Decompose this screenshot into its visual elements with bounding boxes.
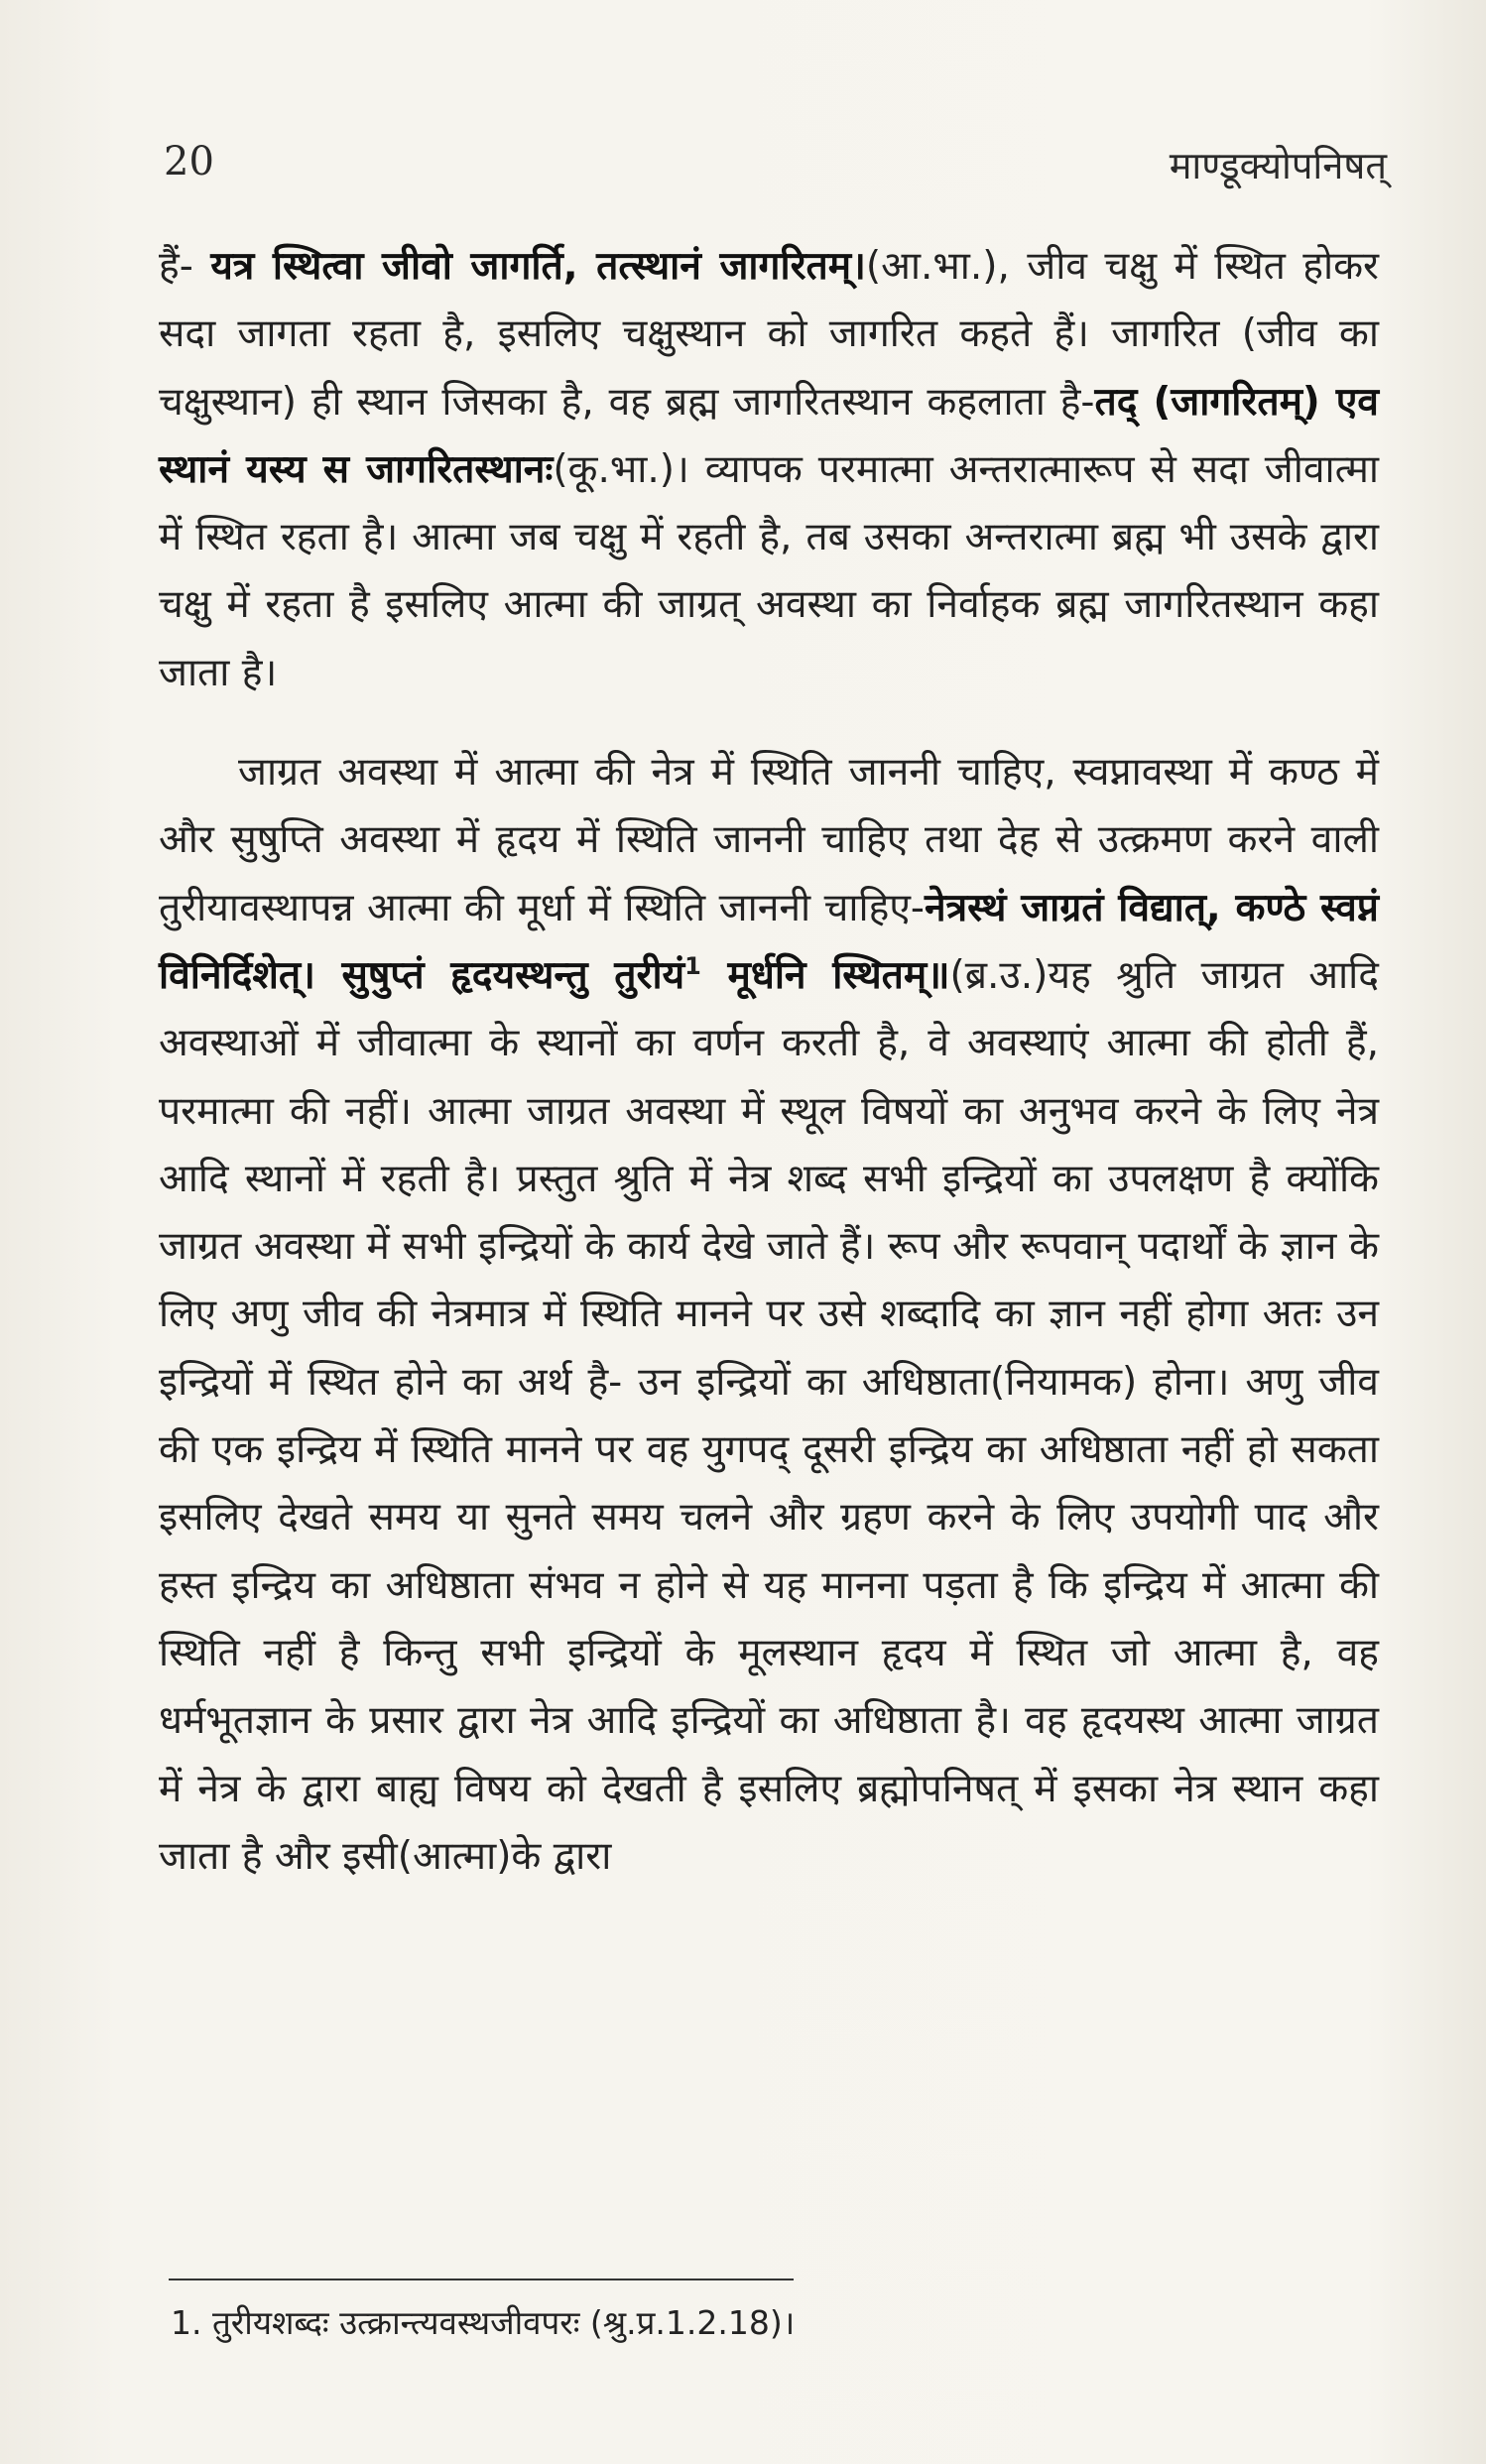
paragraph-2 [159, 739, 1379, 1891]
paragraph-1 [159, 233, 1379, 707]
footnote-reference[interactable]: 1 [684, 951, 701, 980]
paragraph-1-text-a: हैं- [159, 244, 211, 289]
footnote-divider [169, 2279, 794, 2280]
paragraph-1-text-b: (आ.भा.), जीव चक्षु में स्थित होकर सदा जागता रहता है, इसलिए चक्षुस्थान को जागरित कहते हैं। जागरित (जीव का चक्षुस्थान) ही स्थान जिसका है, वह ब्रह्म जागरितस्थान कहलाता है- [159, 244, 1379, 425]
quote-ku-bha: तद् (जागरितम्) एव स्थानं यस्य स जागरितस्थानः [159, 379, 1379, 492]
running-title: माण्डूक्योपनिषत् [1169, 144, 1387, 187]
paragraph-1-text-c: (कू.भा.)। व्यापक परमात्मा अन्तरात्मारूप से सदा जीवात्मा में स्थित रहता है। आत्मा जब चक्षु में रहती है, तब उसका अन्तरात्मा ब्रह्म भी उसके द्वारा चक्षु में रहता है इसलिए आत्मा की जाग्रत् अवस्था का निर्वाहक ब्रह्म जागरितस्थान कहा जाता है। [159, 446, 1380, 695]
quote-brahma-upanishad-end: मूर्धनि स्थितम्॥ [700, 952, 950, 998]
quote-brahma-upanishad: नेत्रस्थं जाग्रतं विद्यात्, कण्ठे स्वप्नं विनिर्दिशेत्। सुषुप्तं हृदयस्थन्तु तुरीयं [159, 885, 1379, 998]
page-header [164, 139, 1387, 198]
quote-aa-bha: यत्र स्थित्वा जीवो जागर्ति, तत्स्थानं जागरितम्। [210, 244, 866, 289]
footnote: 1. तुरीयशब्दः उत्क्रान्त्यवस्थजीवपरः (श्रु.प्र.1.2.18)। [171, 2303, 796, 2342]
paragraph-2-text-b: (ब्र.उ.)यह श्रुति जाग्रत आदि अवस्थाओं में जीवात्मा के स्थानों का वर्णन करती है, वे अवस्थाएं आत्मा की होती हैं, परमात्मा की नहीं। आत्मा जाग्रत अवस्था में स्थूल विषयों का अनुभव करने के लिए नेत्र आदि स्थानों में रहती है। प्रस्तुत श्रुति में नेत्र शब्द सभी इन्द्रियों का उपलक्षण है क्योंकि जाग्रत अवस्था में सभी इन्द्रियों के कार्य देखे जाते हैं। रूप और रूपवान् पदार्थों के ज्ञान के लिए अणु जीव की नेत्रमात्र में स्थिति मानने पर उसे शब्दादि का ज्ञान नहीं होगा अतः उन इन्द्रियों में स्थित होने का अर्थ है- उन इन्द्रियों का अधिष्ठाता(नियामक) होना। अणु जीव की एक इन्द्रिय में स्थिति मानने पर वह युगपद् दूसरी इन्द्रिय का अधिष्ठाता नहीं हो सकता इसलिए देखते समय या सुनते समय चलने और ग्रहण करने के लिए उपयोगी पाद और हस्त इन्द्रिय का अधिष्ठाता संभव न होने से यह मानना पड़ता है कि इन्द्रिय में आत्मा की स्थिति नहीं है किन्तु सभी इन्द्रियों के मूलस्थान हृदय में स्थित जो आत्मा है, वह धर्मभूतज्ञान के प्रसार द्वारा नेत्र आदि इन्द्रियों का अधिष्ठाता है। वह हृदयस्थ आत्मा जाग्रत में नेत्र के द्वारा बाह्य विषय को देखती है इसलिए ब्रह्मोपनिषत् में इसका नेत्र स्थान कहा जाता है और इसी(आत्मा)के द्वारा [159, 952, 1379, 1879]
paragraph-2-text-a: जाग्रत अवस्था में आत्मा की नेत्र में स्थिति जाननी चाहिए, स्वप्नावस्था में कण्ठ में और सुषुप्ति अवस्था में हृदय में स्थिति जाननी चाहिए तथा देह से उत्क्रमण करने वाली तुरीयावस्थापन्न आत्मा की मूर्धा में स्थिति जाननी चाहिए- [159, 750, 1379, 930]
body-text [159, 233, 1379, 1891]
page-number: 20 [164, 139, 214, 185]
